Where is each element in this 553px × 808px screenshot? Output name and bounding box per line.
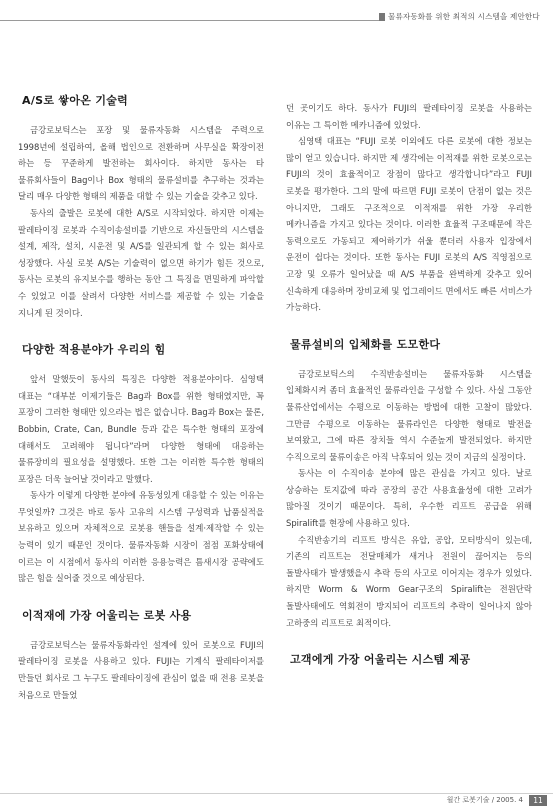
running-header: 물류자동화를 위한 최적의 시스템을 제안한다 <box>388 12 540 21</box>
section-title-as-tech: A/S로 쌓아온 기술력 <box>22 94 129 107</box>
section-title-3d-logistics: 물류설비의 입체화를 도모한다 <box>290 337 441 351</box>
paragraph: 앞서 말했듯이 동사의 특징은 다양한 적용분야이다. 심영택 대표는 “대부분 이제기들은 Bag과 Box를 위한 형태였지만, 꼭 포장이 그러한 형태만 있으라는 법은 없습니다. Bag과 Box는 물론, Bobbin, Crate, Can, Bundle 등과 같은 특수한 형태의 포장에 대해서도 고려해야 됩니다”라며 다양한 형태에 대응하는 물류장비의 필요성을 설명했다. 또한 그는 이러한 특수한 형태의 포장은 더욱 늘어날 것이라고 말했다. <box>18 374 264 484</box>
section-title-diverse-fields: 다양한 적용분야가 우리의 힘 <box>22 343 166 357</box>
section-title-robot-use: 이적재에 가장 어울리는 로봇 사용 <box>22 608 192 622</box>
footer-issue: 월간 로봇기술 / 2005. 4 <box>446 796 523 804</box>
header-marker <box>379 13 385 21</box>
paragraph: 동사가 이렇게 다양한 분야에 유동성있게 대응할 수 있는 이유는 무엇일까? 그것은 바로 동사 고유의 시스템 구성력과 납품실적을 보유하고 있으며 자체적으로 로봇용 핸들을 설계·제작할 수 있는 능력이 있기 때문인 것이다. 물류자동화 시장이 점점 포화상태에 이르는 이 시점에서 동사의 이러한 응용능력은 틈새시장 공략에도 많은 힘을 실어줄 것으로 예상된다. <box>18 490 264 584</box>
left-column <box>18 92 264 703</box>
paragraph: 동사의 출발은 로봇에 대한 A/S로 시작되었다. 하지만 이제는 팔레타이징 로봇과 수직이송설비를 기반으로 자신들만의 시스템을 설계, 제작, 설치, 시운전 및 A/S를 일관되게 할 수 있는 회사로 성장했다. 사실 로봇 A/S는 기술력이 없으면 하기가 힘든 것으로, 동사는 로봇의 유지보수를 행하는 동안 그 특징을 면밀하게 파악할 수 있었고 이를 살려서 다양한 서비스를 제공할 수 있는 기술을 지니게 된 것이다. <box>18 207 264 318</box>
paragraph: 수직반송기의 리프트 방식은 유압, 공압, 모터방식이 있는데, 기존의 리프트는 전달매체가 새거나 전원이 끊어지는 등의 돌발사태가 발생했을시 추락 등의 사고로 이어지는 경우가 있었다. 하지만 Worm & Worm Gear구조의 Spiralift는 전원단락 돌발사태에도 역회전이 방지되어 리프트의 추락이 일어나지 않아 고하중의 리프트로 최적이다. <box>286 534 532 628</box>
header-rule <box>0 20 380 21</box>
footer-rule <box>0 793 553 794</box>
paragraph: 동사는 이 수직이송 분야에 많은 관심을 가지고 있다. 날로 상승하는 토지값에 따라 공장의 공간 사용효율성에 대한 고려가 많아질 것이기 때문이다. 특히, 우수한 리프트 공급을 위해 Spiralift를 현장에 사용하고 있다. <box>286 468 532 529</box>
paragraph: 던 곳이기도 하다. 동사가 FUJI의 팔레타이징 로봇을 사용하는 이유는 그 특이한 메카니즘에 있었다. <box>286 103 532 130</box>
paragraph: 금강로보틱스의 수직반송설비는 물류자동화 시스템을 입체화시켜 좀더 효율적인 물류라인을 구성할 수 있다. 사실 그동안 물류산업에서는 수평으로 이동하는 방법에 대한 고찰이 많았다. 그만큼 수평으로 이동하는 물류라인은 다양한 형태로 발전을 보여왔고, 그에 따른 장치들 역시 수준높게 발전되었다. 하지만 수직으로의 물류이송은 아직 낙후되어 있는 것이 지금의 실정이다. <box>286 368 532 462</box>
section-title-customer-system: 고객에게 가장 어울리는 시스템 제공 <box>290 653 471 667</box>
paragraph: 금강로보틱스는 포장 및 물류자동화 시스템을 주력으로 1998년에 설립하여, 올해 법인으로 전환하며 사무실을 확장이전 하는 등 꾸준하게 발전하는 회사이다. 하지만 동사는 타 물류회사들이 Bag이나 Box 형태의 물류설비를 추구하는 것과는 달리 매우 다양한 형태의 제품을 대할 수 있는 기술을 갖추고 있다. <box>18 125 264 202</box>
paragraph: 심영택 대표는 “FUJI 로봇 이외에도 다른 로봇에 대한 정보는 많이 얻고 있습니다. 하지만 제 생각에는 이적재를 위한 로봇으로는 FUJI의 것이 효율적이고 장점이 많다고 생각합니다”라고 FUJI 로봇을 평가한다. 그의 말에 따르면 FUJI 로봇이 단점이 없는 것은 아니지만, 그래도 구조적으로 이적재를 위한 가장 우리한 메카니즘을 가지고 있다는 것이다. 이러한 효율적 구조때문에 작은 동력으로도 가동되고 제어하기가 쉬울 뿐더러 사용자 입장에서 운전이 쉽다는 것이다. 또한 동사는 FUJI 로봇의 A/S 직영점으로 고장 및 오류가 일어났을 때 A/S 부품을 완벽하게 갖추고 있어 신속하게 대응하며 장비교체 및 업그레이드 면에서도 빠른 서비스가 가능하다. <box>286 136 532 313</box>
right-column <box>286 100 532 681</box>
paragraph: 금강로보틱스는 물류자동화라인 설계에 있어 로봇으로 FUJI의 팔레타이징 로봇을 사용하고 있다. FUJI는 기계식 팔레타이저를 만들던 회사로 그 누구도 팔레타이징에 관심이 없을 때 전용 로봇을 처음으로 만들었 <box>18 639 264 700</box>
page-number: 11 <box>529 795 547 806</box>
